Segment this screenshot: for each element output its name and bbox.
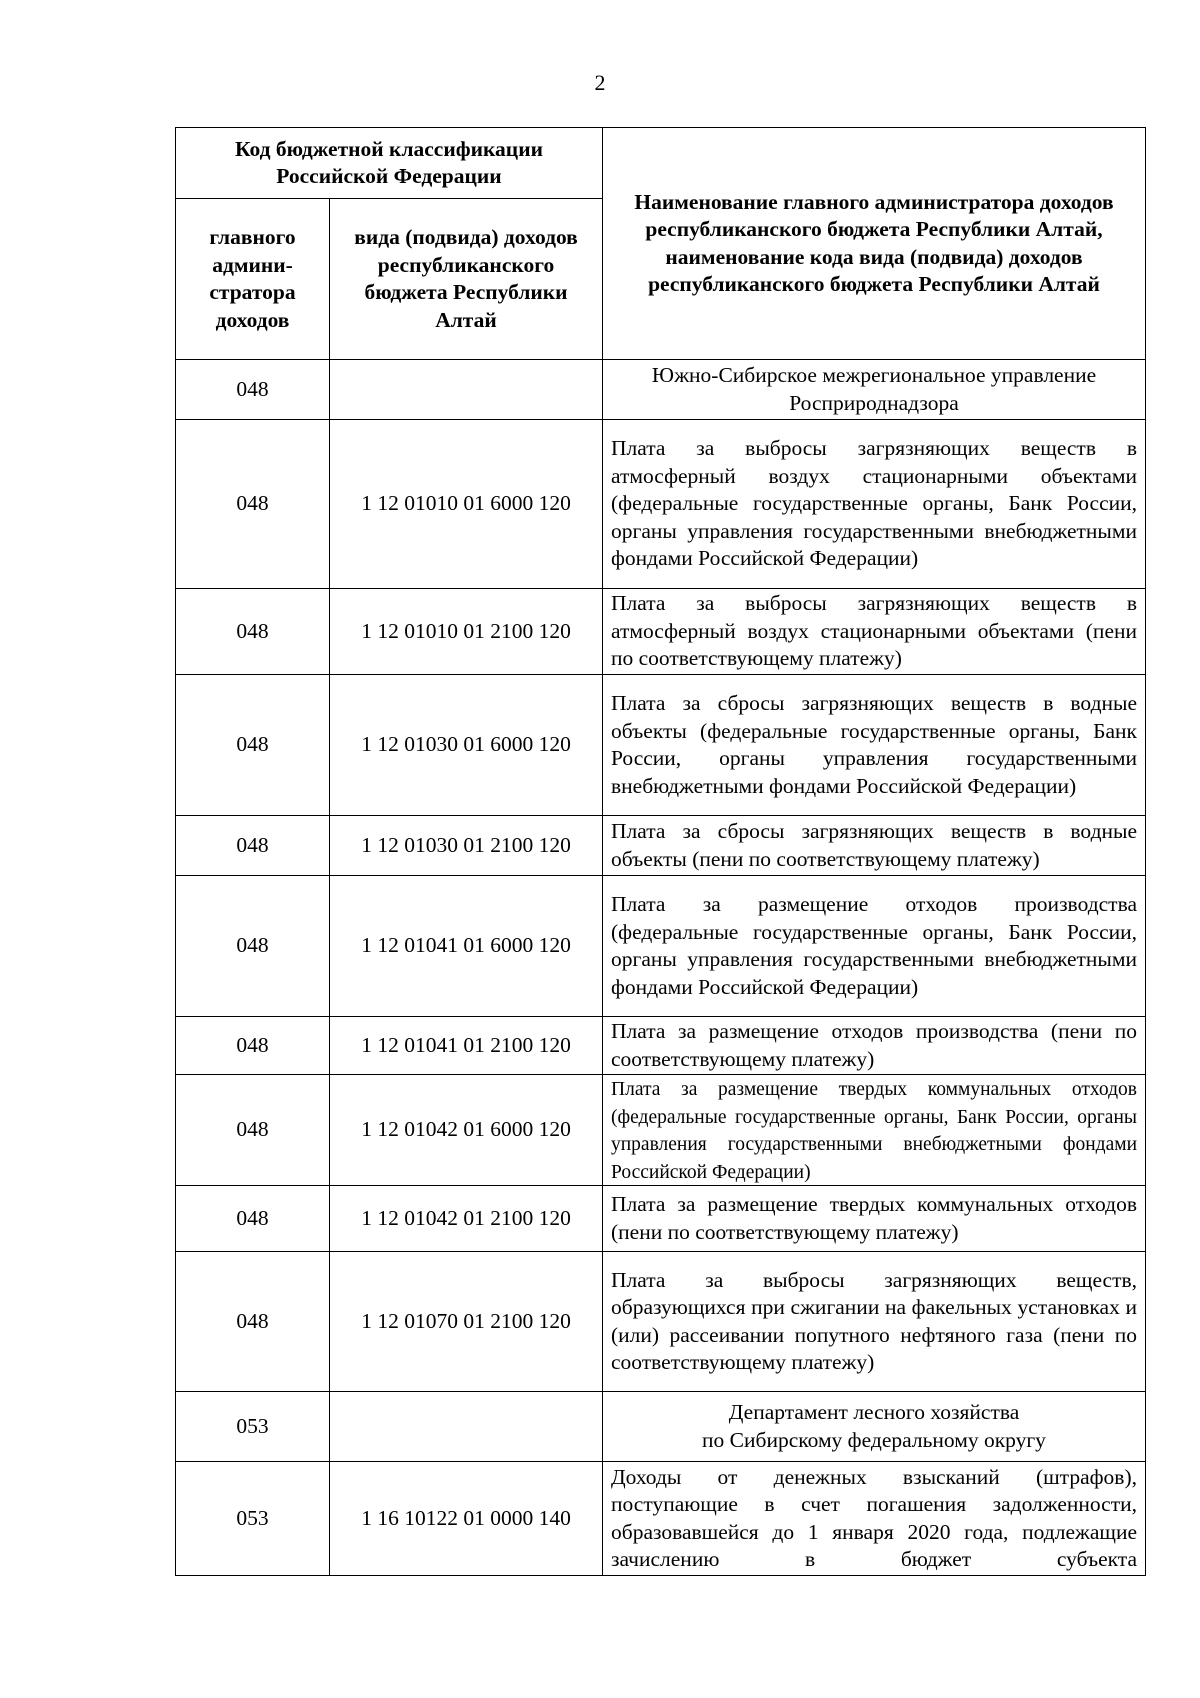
table-row xyxy=(176,1017,1146,1075)
admin-code-cell: 048 xyxy=(176,1186,330,1252)
name-cell: Плата за размещение отходов производства (пени по соответствующему платежу) xyxy=(603,1017,1146,1075)
admin-code-cell: 048 xyxy=(176,1075,330,1186)
income-code-cell: 1 12 01030 01 6000 120 xyxy=(330,675,603,816)
name-line-2: по Сибирскому федеральному округу xyxy=(702,1427,1046,1452)
name-cell: Плата за выбросы загрязняющих веществ в атмосферный воздух стационарными объектами (пени по соответствующему платежу) xyxy=(603,589,1146,675)
name-cell: Плата за размещение твердых коммунальных отходов (пени по соответствующему платежу) xyxy=(603,1186,1146,1252)
name-text: Плата за размещение твердых коммунальных отходов (федеральные государственные органы, Банк России, органы управления государственными внебюджетными фондами Российской Федерации) xyxy=(611,1079,1137,1183)
income-code-cell: 1 12 01030 01 2100 120 xyxy=(330,816,603,876)
name-cell xyxy=(603,1075,1146,1186)
income-code-cell: 1 12 01042 01 2100 120 xyxy=(330,1186,603,1252)
admin-code-cell: 048 xyxy=(176,675,330,816)
name-cell: Плата за выбросы загрязняющих веществ, образующихся при сжигании на факельных установках и (или) рассеивании попутного нефтяного газа (пени по соответствующему платежу) xyxy=(603,1252,1146,1392)
admin-code-cell: 053 xyxy=(176,1462,330,1576)
header-name: Наименование главного администратора доходов республиканского бюджета Республики Алтай, наименование кода вида (подвида) доходов республиканского бюджета Республики Алтай xyxy=(603,128,1146,360)
name-cell xyxy=(603,1392,1146,1462)
admin-code-cell: 048 xyxy=(176,1252,330,1392)
header-income-type-code: вида (подвида) доходов республиканского бюджета Республики Алтай xyxy=(330,199,603,360)
table-row xyxy=(176,420,1146,589)
budget-classification-table xyxy=(175,127,1146,1576)
admin-code-cell: 053 xyxy=(176,1392,330,1462)
table-row xyxy=(176,876,1146,1017)
table-row xyxy=(176,816,1146,876)
name-cell: Южно-Сибирское межрегиональное управление Росприроднадзора xyxy=(603,360,1146,420)
income-code-cell: 1 12 01010 01 6000 120 xyxy=(330,420,603,589)
admin-code-cell: 048 xyxy=(176,1017,330,1075)
admin-code-cell: 048 xyxy=(176,816,330,876)
table-row xyxy=(176,1462,1146,1576)
income-code-cell: 1 12 01042 01 6000 120 xyxy=(330,1075,603,1186)
admin-code-cell: 048 xyxy=(176,589,330,675)
income-code-cell: 1 12 01041 01 6000 120 xyxy=(330,876,603,1017)
admin-code-cell: 048 xyxy=(176,876,330,1017)
table-row xyxy=(176,675,1146,816)
table-row xyxy=(176,360,1146,420)
income-code-cell xyxy=(330,360,603,420)
name-cell: Плата за сбросы загрязняющих веществ в водные объекты (федеральные государственные органы, Банк России, органы управления государственными внебюджетными фондами Российской Федерации) xyxy=(603,675,1146,816)
income-code-cell: 1 12 01041 01 2100 120 xyxy=(330,1017,603,1075)
table-row xyxy=(176,589,1146,675)
table-row xyxy=(176,1075,1146,1186)
admin-code-cell: 048 xyxy=(176,420,330,589)
name-cell: Доходы от денежных взысканий (штрафов), поступающие в счет погашения задолженности, образовавшейся до 1 января 2020 года, подлежащие зачислению в бюджет субъекта xyxy=(603,1462,1146,1576)
header-budget-code-group: Код бюджетной классификации Российской Федерации xyxy=(176,128,603,199)
page-number: 2 xyxy=(594,70,606,95)
table-row xyxy=(176,1252,1146,1392)
name-cell: Плата за выбросы загрязняющих веществ в атмосферный воздух стационарными объектами (федеральные государственные органы, Банк России, органы управления государственными внебюджетными фондами Российской Федерации) xyxy=(603,420,1146,589)
name-cell: Плата за размещение отходов производства (федеральные государственные органы, Банк России, органы управления государственными внебюджетными фондами Российской Федерации) xyxy=(603,876,1146,1017)
table-row xyxy=(176,1186,1146,1252)
table-row xyxy=(176,1392,1146,1462)
income-code-cell: 1 16 10122 01 0000 140 xyxy=(330,1462,603,1576)
admin-code-cell: 048 xyxy=(176,360,330,420)
header-row-1 xyxy=(176,128,1146,199)
name-line-1: Департамент лесного хозяйства xyxy=(728,1400,1020,1424)
header-admin-code: главного админи-стратора доходов xyxy=(176,199,330,360)
income-code-cell xyxy=(330,1392,603,1462)
income-code-cell: 1 12 01010 01 2100 120 xyxy=(330,589,603,675)
name-cell: Плата за сбросы загрязняющих веществ в водные объекты (пени по соответствующему платежу) xyxy=(603,816,1146,876)
income-code-cell: 1 12 01070 01 2100 120 xyxy=(330,1252,603,1392)
